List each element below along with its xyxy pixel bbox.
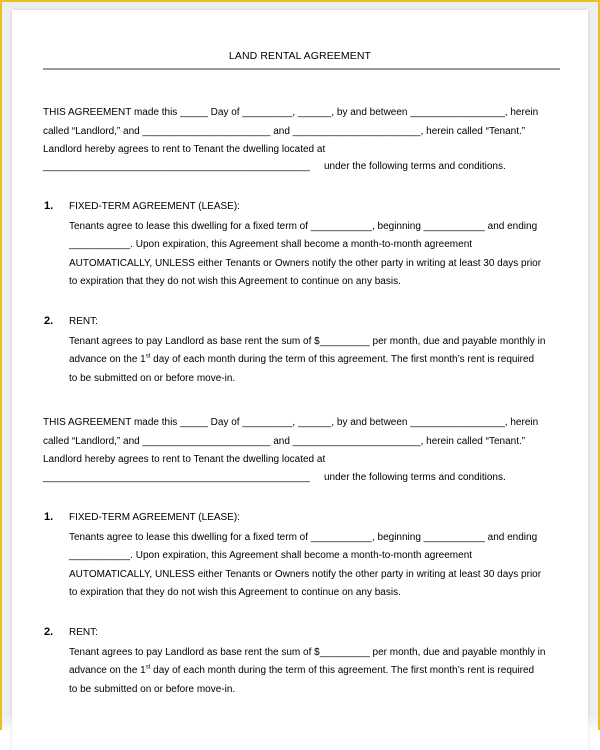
intro-line-1: THIS AGREEMENT made this _____ Day of _________, ______, by and between _________________, herein — [43, 107, 539, 118]
section-2-line-2 — [69, 354, 534, 366]
intro-repeat-line-3: Landlord hereby agrees to rent to Tenant the dwelling located at — [43, 454, 326, 465]
section-1-repeat-line-3: AUTOMATICALLY, UNLESS either Tenants or Owners notify the other party in writing at least 30 days prior — [69, 569, 542, 580]
document-title: LAND RENTAL AGREEMENT — [228, 50, 372, 62]
intro-repeat-line-4-blank: ________________________________________________ — [43, 472, 310, 483]
intro-line-4-blank: ________________________________________________ — [43, 161, 310, 172]
section-1-repeat-line-1: Tenants agree to lease this dwelling for a fixed term of ___________, beginning ___________ and ending — [69, 532, 538, 543]
section-2-repeat-line-2 — [69, 665, 534, 677]
section-2-line-1: Tenant agrees to pay Landlord as base rent the sum of $_________ per month, due and payable monthly in — [69, 336, 546, 347]
section-1-line-2: ___________. Upon expiration, this Agreement shall become a month-to-month agreement — [69, 239, 473, 250]
intro-line-2: called “Landlord,” and _______________________ and _______________________, herein called “Tenant.” — [43, 126, 526, 137]
section-2-repeat-line-2-sup: st — [145, 664, 151, 671]
section-2-line-2-post: day of each month during the term of this agreement. The first month’s rent is required — [150, 354, 535, 365]
section-1-heading: FIXED-TERM AGREEMENT (LEASE): — [69, 201, 240, 212]
section-2-line-2-pre: advance on the 1 — [69, 354, 146, 365]
section-1-repeat-line-4: to expiration that they do not wish this Agreement to continue on any basis. — [69, 587, 401, 598]
intro-repeat-line-4-text: under the following terms and conditions. — [324, 472, 506, 483]
intro-line-4-text: under the following terms and conditions. — [324, 161, 506, 172]
section-2-line-2-sup: st — [145, 353, 151, 360]
section-2-heading: RENT: — [69, 316, 98, 327]
section-1-repeat-number: 1. — [44, 511, 54, 523]
section-2-repeat-line-3: to be submitted on or before move-in. — [69, 684, 236, 695]
intro-line-3: Landlord hereby agrees to rent to Tenant the dwelling located at — [43, 144, 326, 155]
section-1-repeat-line-2: ___________. Upon expiration, this Agreement shall become a month-to-month agreement — [69, 550, 473, 561]
section-2-line-3: to be submitted on or before move-in. — [69, 373, 236, 384]
section-2-number: 2. — [44, 315, 54, 327]
section-2-repeat-line-2-pre: advance on the 1 — [69, 665, 146, 676]
section-1-line-4: to expiration that they do not wish this Agreement to continue on any basis. — [69, 276, 401, 287]
document-page — [12, 10, 588, 750]
section-2-repeat-line-1: Tenant agrees to pay Landlord as base rent the sum of $_________ per month, due and payable monthly in — [69, 647, 546, 658]
section-1-line-3: AUTOMATICALLY, UNLESS either Tenants or Owners notify the other party in writing at least 30 days prior — [69, 258, 542, 269]
section-1-number: 1. — [44, 200, 54, 212]
intro-repeat-line-2: called “Landlord,” and _______________________ and _______________________, herein called “Tenant.” — [43, 436, 526, 447]
title-rule — [43, 68, 560, 70]
section-1-line-1: Tenants agree to lease this dwelling for a fixed term of ___________, beginning ___________ and ending — [69, 221, 538, 232]
section-1-repeat-heading: FIXED-TERM AGREEMENT (LEASE): — [69, 512, 240, 523]
section-2-repeat-number: 2. — [44, 626, 54, 638]
section-2-repeat-line-2-post: day of each month during the term of this agreement. The first month’s rent is required — [150, 665, 535, 676]
intro-repeat-line-1: THIS AGREEMENT made this _____ Day of _________, ______, by and between _________________, herein — [43, 417, 539, 428]
bottom-fade — [2, 714, 598, 730]
section-2-repeat-heading: RENT: — [69, 627, 98, 638]
